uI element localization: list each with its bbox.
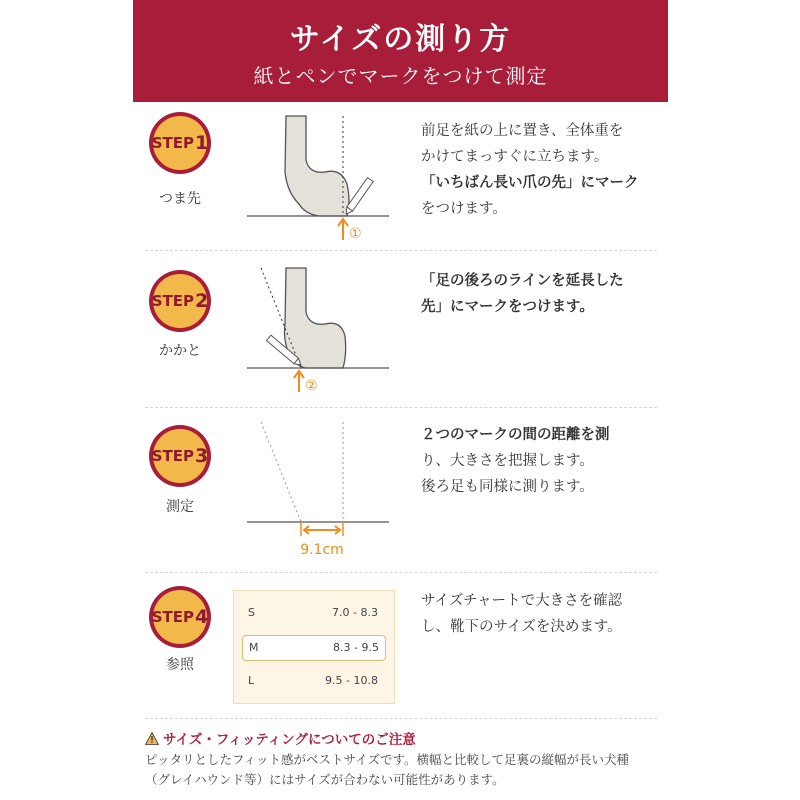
step-4-badge xyxy=(149,586,211,648)
page-subtitle: 紙とペンでマークをつけて測定 xyxy=(253,64,548,88)
step-1-desc-line: をつけます。 xyxy=(421,201,507,217)
step-3-desc-line: り、大きさを把握します。 xyxy=(421,453,594,469)
step-1-badge-word: STEP xyxy=(151,134,195,152)
size-chart xyxy=(233,590,395,704)
step-4-badge-word: STEP xyxy=(151,608,195,626)
divider xyxy=(145,572,657,573)
step-1-badge xyxy=(149,112,211,174)
step-1-diagram xyxy=(243,112,393,242)
page-title: サイズの測り方 xyxy=(289,22,512,57)
paw-shape xyxy=(285,116,349,216)
size-row-l xyxy=(242,669,384,693)
step-2-badge-word: STEP xyxy=(151,292,195,310)
size-row-s xyxy=(242,601,384,625)
step-4-badge-number: 4 xyxy=(195,606,209,628)
step-4-desc-line: サイズチャートで大きさを確認 xyxy=(421,593,623,609)
heel-extension-line xyxy=(261,422,301,522)
step-3-badge-word: STEP xyxy=(151,447,195,465)
size-label: S xyxy=(248,606,255,619)
step-2-label: かかと xyxy=(159,343,201,359)
header-banner xyxy=(133,0,668,102)
mark-arrow xyxy=(294,371,304,392)
step-2-marker: ② xyxy=(305,378,318,394)
mark-arrow xyxy=(338,219,348,240)
step-4-desc-line: し、靴下のサイズを決めます。 xyxy=(421,619,622,635)
step-4-description xyxy=(421,588,661,640)
measurement-arrow xyxy=(304,526,340,534)
size-row-m xyxy=(242,635,386,661)
measurement-value: 9.1cm xyxy=(300,542,344,558)
step-3-badge xyxy=(149,425,211,487)
step-1-desc-line: 「いちばん長い爪の先」にマーク xyxy=(421,175,639,191)
caution-title-text: サイズ・フィッティングについてのご注意 xyxy=(163,732,416,748)
divider xyxy=(145,718,657,719)
step-1-label: つま先 xyxy=(159,191,201,207)
size-guide-card xyxy=(133,0,668,800)
divider xyxy=(145,250,657,251)
step-1-desc-line: かけてまっすぐに立ちます。 xyxy=(421,149,609,165)
step-1-description xyxy=(421,118,661,222)
size-label: M xyxy=(249,641,259,654)
step-3-badge-number: 3 xyxy=(195,445,209,467)
caution-section xyxy=(145,728,660,790)
caution-line: （グレイハウンド等）にはサイズが合わない可能性があります。 xyxy=(145,772,505,787)
warning-icon xyxy=(145,732,159,745)
caution-body xyxy=(145,750,660,790)
step-1-badge-number: 1 xyxy=(195,132,209,154)
size-range: 8.3 - 9.5 xyxy=(333,641,379,654)
step-2-badge xyxy=(149,270,211,332)
caution-title xyxy=(145,728,660,748)
step-2-desc-line: 「足の後ろのラインを延長した xyxy=(421,273,624,289)
step-2-desc-line: 先」にマークをつけます。 xyxy=(421,299,594,315)
step-3-diagram xyxy=(243,418,393,568)
paw-shape xyxy=(285,268,346,368)
size-range: 7.0 - 8.3 xyxy=(332,606,378,619)
step-3-desc-line: ２つのマークの間の距離を測 xyxy=(421,427,610,443)
step-3-description xyxy=(421,422,661,500)
size-range: 9.5 - 10.8 xyxy=(325,674,378,687)
step-3-label: 測定 xyxy=(166,499,194,515)
caution-line: ピッタリとしたフィット感がベストサイズです。横幅と比較して足裏の縦幅が長い犬種 xyxy=(145,752,630,767)
size-label: L xyxy=(248,674,255,687)
step-2-diagram xyxy=(243,264,393,394)
step-2-description xyxy=(421,268,661,320)
step-1-marker: ① xyxy=(349,226,362,242)
step-2-badge-number: 2 xyxy=(195,290,209,312)
divider xyxy=(145,407,657,408)
step-4-label: 参照 xyxy=(166,657,194,673)
step-1-desc-line: 前足を紙の上に置き、全体重を xyxy=(421,123,624,139)
step-3-desc-line: 後ろ足も同様に測ります。 xyxy=(421,479,594,495)
